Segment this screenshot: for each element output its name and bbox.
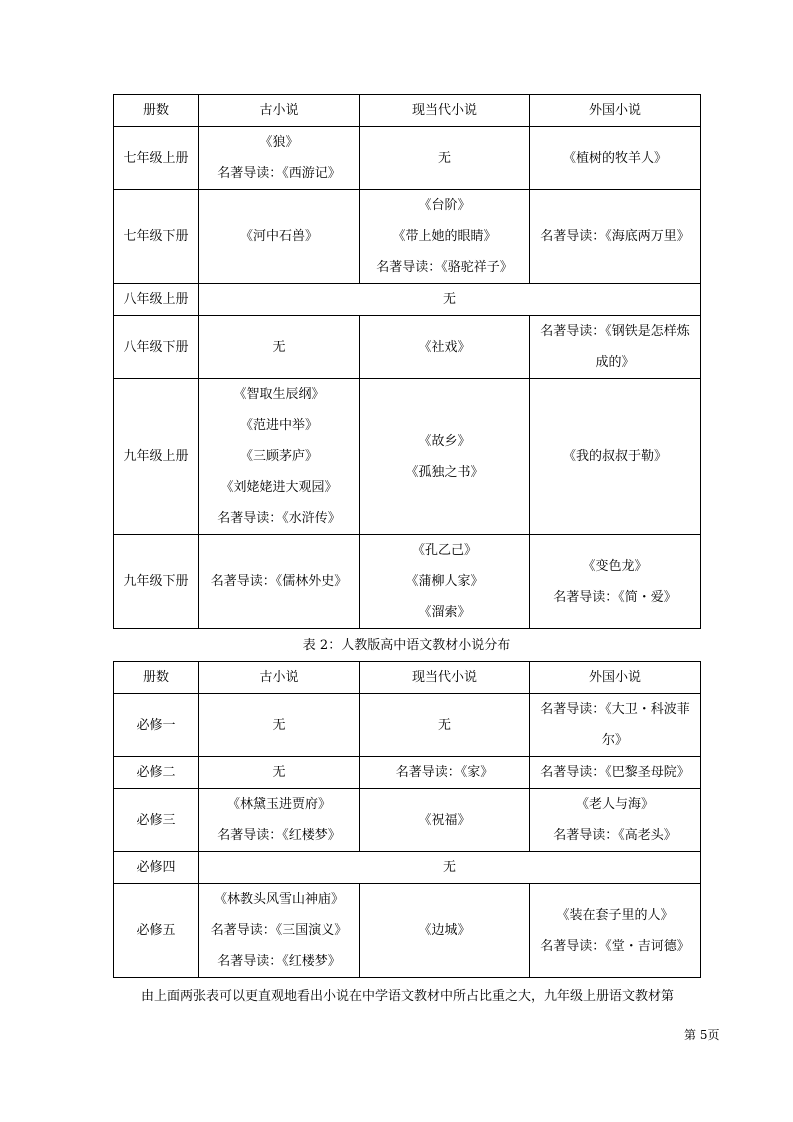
foreign-novel-cell [530, 884, 701, 978]
junior-high-novel-table [113, 94, 701, 629]
table-row [114, 316, 701, 379]
column-header: 册数 [114, 662, 199, 694]
modern-novel-cell [360, 535, 530, 629]
cell-text-line: 尔》 [601, 733, 628, 748]
cell-text-line: 《故乡》 [418, 433, 471, 449]
foreign-novel-cell [530, 535, 701, 629]
grade-cell: 必修二 [114, 757, 199, 789]
cell-text-line: 《刘姥姥进大观园》 [220, 480, 338, 495]
column-header: 外国小说 [530, 95, 701, 127]
cell-text-line: 《植树的牧羊人》 [562, 150, 667, 166]
cell-text-line: 《孤独之书》 [405, 464, 484, 480]
ancient-novel-cell [199, 789, 360, 852]
grade-cell: 七年级下册 [114, 190, 199, 284]
cell-text-line: 名著导读：《简・爱》 [553, 589, 677, 605]
cell-text-line: 名著导读：《家》 [395, 765, 494, 780]
senior-high-novel-table [113, 661, 701, 978]
modern-novel-cell [360, 316, 530, 379]
table-row [114, 127, 701, 190]
column-header: 现当代小说 [360, 662, 530, 694]
column-header: 现当代小说 [360, 95, 530, 127]
cell-text-line: 《智取生辰纲》 [233, 387, 325, 402]
foreign-novel-cell [530, 379, 701, 535]
cell-text-line: 名著导读：《大卫・科波菲 [540, 702, 690, 717]
grade-cell: 九年级下册 [114, 535, 199, 629]
cell-text-line: 名著导读：《海底两万里》 [540, 229, 690, 244]
merged-cell: 无 [199, 284, 701, 316]
grade-cell: 七年级上册 [114, 127, 199, 190]
cell-text-line: 无 [437, 150, 451, 166]
cell-text-line: 名著导读：《堂・吉诃德》 [540, 938, 690, 954]
modern-novel-cell [360, 190, 530, 284]
cell-text-line: 名著导读：《红楼梦》 [217, 954, 341, 969]
cell-text-line: 名著导读：《儒林外史》 [210, 574, 348, 589]
table-2-caption: 表 2：人教版高中语文教材小说分布 [302, 638, 511, 653]
ancient-novel-cell [199, 694, 360, 757]
ancient-novel-cell [199, 379, 360, 535]
column-header: 外国小说 [530, 662, 701, 694]
cell-text-line: 《蒲柳人家》 [405, 574, 484, 589]
column-header: 古小说 [199, 95, 360, 127]
table-row [114, 789, 701, 852]
grade-cell: 必修五 [114, 884, 199, 978]
grade-cell: 八年级上册 [114, 284, 199, 316]
grade-cell: 必修一 [114, 694, 199, 757]
ancient-novel-cell [199, 127, 360, 190]
cell-text-line: 名著导读：《三国演义》 [210, 923, 348, 938]
ancient-novel-cell [199, 757, 360, 789]
cell-text-line: 名著导读：《水浒传》 [217, 511, 341, 526]
cell-text-line: 《河中石兽》 [239, 229, 318, 244]
table-header-row [114, 95, 701, 127]
ancient-novel-cell [199, 316, 360, 379]
cell-text-line: 《装在套子里的人》 [556, 907, 674, 923]
page-number: 第 5页 [684, 1028, 720, 1042]
foreign-novel-cell [530, 127, 701, 190]
cell-text-line: 名著导读：《红楼梦》 [217, 828, 341, 843]
cell-text-line: 名著导读：《高老头》 [553, 828, 677, 843]
table-row [114, 852, 701, 884]
modern-novel-cell [360, 127, 530, 190]
cell-text-line: 名著导读：《骆驼祥子》 [376, 260, 513, 275]
cell-text-line: 《变色龙》 [582, 558, 648, 574]
cell-text-line: 名著导读：《巴黎圣母院》 [540, 765, 690, 780]
cell-text-line: 《林教头风雪山神庙》 [213, 892, 344, 907]
foreign-novel-cell [530, 789, 701, 852]
foreign-novel-cell [530, 316, 701, 379]
column-header: 古小说 [199, 662, 360, 694]
cell-text-line: 成的》 [595, 355, 635, 370]
cell-text-line: 《林黛玉进贾府》 [226, 797, 331, 812]
cell-text-line: 名著导读：《西游记》 [217, 166, 341, 181]
cell-text-line: 《狼》 [259, 135, 299, 150]
cell-text-line: 《我的叔叔于勒》 [562, 449, 667, 464]
ancient-novel-cell [199, 190, 360, 284]
grade-cell: 九年级上册 [114, 379, 199, 535]
cell-text-line: 《范进中举》 [239, 418, 318, 433]
cell-text-line: 《老人与海》 [575, 797, 654, 812]
table-row [114, 694, 701, 757]
cell-text-line: 无 [272, 765, 286, 780]
table-row [114, 884, 701, 978]
ancient-novel-cell [199, 535, 360, 629]
table-header-row [114, 662, 701, 694]
foreign-novel-cell [530, 757, 701, 789]
cell-text-line: 《三顾茅庐》 [239, 449, 318, 464]
cell-text-line: 《边城》 [418, 923, 471, 938]
cell-text-line: 无 [272, 717, 286, 733]
table-row [114, 379, 701, 535]
modern-novel-cell [360, 694, 530, 757]
body-paragraph: 由上面两张表可以更直观地看出小说在中学语文教材中所占比重之大，九年级上册语文教材第 [141, 989, 675, 1004]
table-row [114, 190, 701, 284]
foreign-novel-cell [530, 694, 701, 757]
cell-text-line: 无 [437, 717, 451, 733]
modern-novel-cell [360, 379, 530, 535]
cell-text-line: 《带上她的眼睛》 [392, 229, 497, 244]
foreign-novel-cell [530, 190, 701, 284]
cell-text-line: 《祝福》 [418, 812, 471, 828]
cell-text-line: 《台阶》 [418, 198, 471, 213]
modern-novel-cell [360, 884, 530, 978]
table-row [114, 284, 701, 316]
grade-cell: 必修三 [114, 789, 199, 852]
cell-text-line: 无 [272, 339, 286, 355]
grade-cell: 八年级下册 [114, 316, 199, 379]
modern-novel-cell [360, 757, 530, 789]
merged-cell: 无 [199, 852, 701, 884]
cell-text-line: 《孔乙己》 [411, 543, 477, 558]
modern-novel-cell [360, 789, 530, 852]
column-header: 册数 [114, 95, 199, 127]
table-row [114, 757, 701, 789]
grade-cell: 必修四 [114, 852, 199, 884]
cell-text-line: 名著导读：《钢铁是怎样炼 [540, 324, 690, 339]
cell-text-line: 《溜索》 [418, 605, 471, 620]
ancient-novel-cell [199, 884, 360, 978]
table-row [114, 535, 701, 629]
cell-text-line: 《社戏》 [418, 339, 471, 355]
